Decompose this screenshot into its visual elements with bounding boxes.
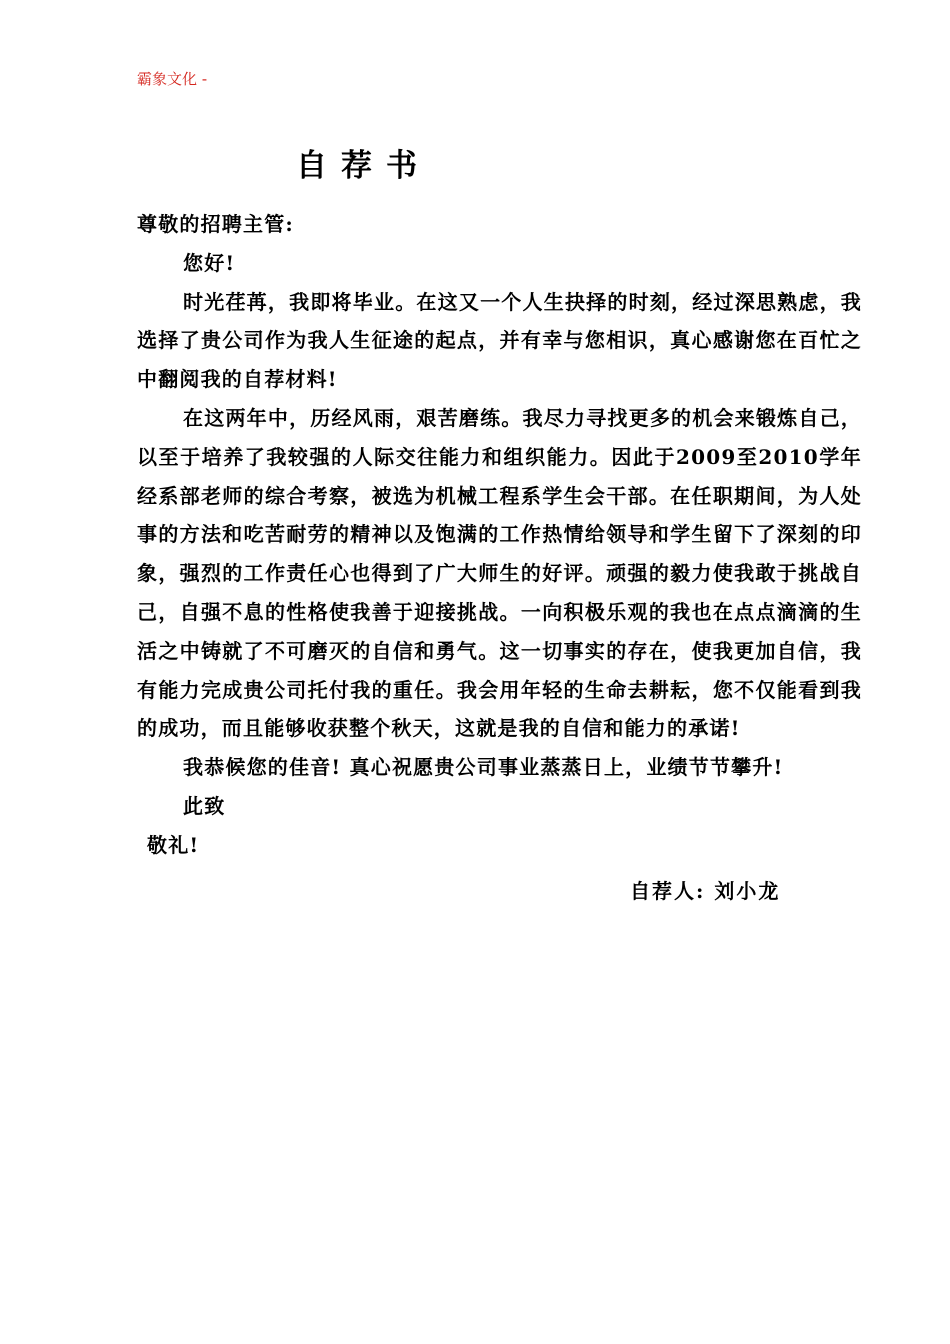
letter-body [137, 205, 862, 865]
greeting: 您好! [183, 250, 236, 275]
regards: 敬礼! [147, 832, 200, 857]
header-tag: 霸象文化 - [137, 70, 208, 88]
salutation: 尊敬的招聘主管: [137, 212, 294, 236]
document-title: 自荐书 [296, 148, 431, 184]
paragraph-2: 在这两年中，历经风雨，艰苦磨练。我尽力寻找更多的机会来锻炼自己，以至于培养了我较强的人际交往能力和组织能力。因此于2009至2010学年经系部老师的综合考察，被选为机械工程系学生会干部。在任职期间，为人处事的方法和吃苦耐劳的精神以及饱满的工作热情给领导和学生留下了深刻的印象，强烈的工作责任心也得到了广大师生的好评。顽强的毅力使我敢于挑战自己，自强不息的性格使我善于迎接挑战。一向积极乐观的我也在点点滴滴的生活之中铸就了不可磨灭的自信和勇气。这一切事实的存在，使我更加自信，我有能力完成贵公司托付我的重任。我会用年轻的生命去耕耘，您不仅能看到我的成功，而且能够收获整个秋天，这就是我的自信和能力的承诺! [137, 405, 862, 741]
paragraph-1: 时光荏苒，我即将毕业。在这又一个人生抉择的时刻，经过深思熟虑，我选择了贵公司作为我人生征途的起点，并有幸与您相识，真心感谢您在百忙之中翻阅我的自荐材料! [137, 289, 862, 392]
paragraph-3: 我恭候您的佳音! 真心祝愿贵公司事业蒸蒸日上，业绩节节攀升! [183, 755, 784, 780]
closing: 此致 [183, 793, 226, 818]
signature: 自荐人: 刘小龙 [630, 879, 781, 903]
